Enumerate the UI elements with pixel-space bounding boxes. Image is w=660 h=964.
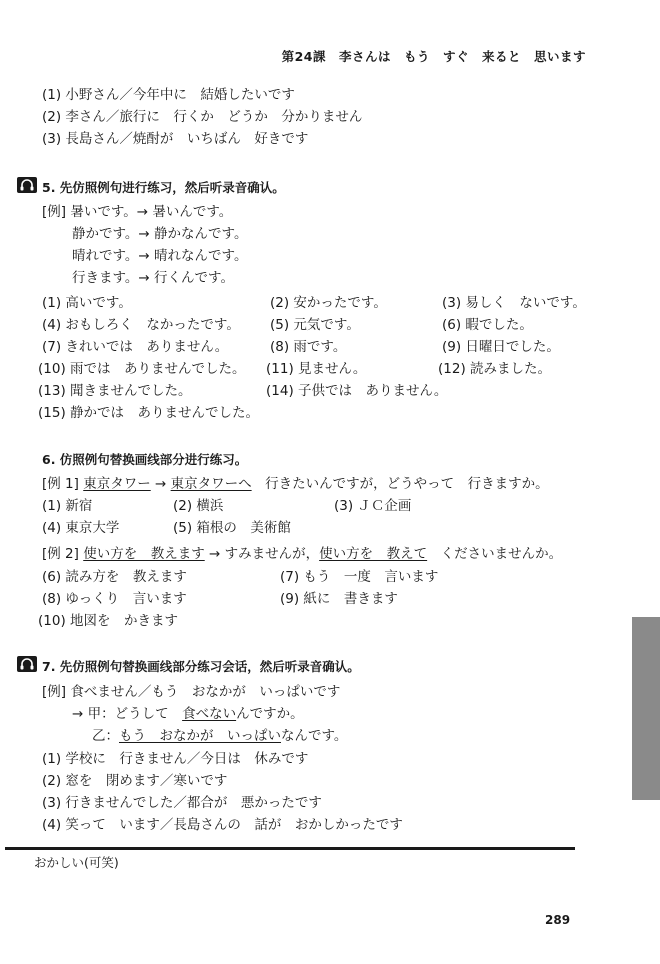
section-7-title: 7. 先仿照例句替换画线部分练习会话，然后听录音确认。 xyxy=(42,659,360,674)
footnote: おかしい(可笑) xyxy=(34,855,119,870)
list-item: (5) 元気です。 xyxy=(270,317,360,333)
chapter-side-tab xyxy=(632,617,660,800)
list-item: (2) 窓を 閉めます／寒いです xyxy=(42,773,228,789)
list-item: (7) きれいでは ありません。 xyxy=(42,339,229,355)
list-item: (6) 読み方を 教えます xyxy=(42,569,187,585)
list-item: (14) 子供では ありません。 xyxy=(266,383,448,399)
footnote-divider xyxy=(5,847,575,850)
underlined-phrase: 使い方を 教えて xyxy=(319,546,428,562)
list-item: (8) 雨です。 xyxy=(270,339,347,355)
list-item: (3) ＪＣ企画 xyxy=(334,498,412,514)
list-item: (3) 長島さん／焼酎が いちばん 好きです xyxy=(42,131,309,147)
example-line: 行きます。→ 行くんです。 xyxy=(72,270,234,286)
list-item: (1) 高いです。 xyxy=(42,295,132,311)
list-item: (10) 雨では ありませんでした。 xyxy=(38,361,246,377)
example-line: 晴れです。→ 晴れなんです。 xyxy=(72,248,248,264)
chapter-header: 第24課 李さんは もう すぐ 来ると 思います xyxy=(281,49,586,64)
example-label: [例 1] xyxy=(42,476,84,492)
list-item: (3) 行きませんでした／都合が 悪かったです xyxy=(42,795,322,811)
headphone-icon xyxy=(17,177,37,193)
list-item: (3) 易しく ないです。 xyxy=(442,295,586,311)
section-5-title: 5. 先仿照例句进行练习，然后听录音确认。 xyxy=(42,180,285,195)
headphone-icon xyxy=(17,656,37,672)
list-item: (1) 学校に 行きません／今日は 休みです xyxy=(42,751,309,767)
list-item: (4) 東京大学 xyxy=(42,520,120,536)
list-item: (4) おもしろく なかったです。 xyxy=(42,317,240,333)
list-item: (6) 暇でした。 xyxy=(442,317,533,333)
section-6-title: 6. 仿照例句替换画线部分进行练习。 xyxy=(42,452,248,467)
list-item: (5) 箱根の 美術館 xyxy=(173,520,291,536)
arrow-text: → すみませんが， xyxy=(204,546,320,562)
underlined-phrase: 食べない xyxy=(182,706,237,722)
arrow-text: → xyxy=(150,476,171,492)
example-1-line xyxy=(42,475,549,493)
list-item: (9) 紙に 書きます xyxy=(280,591,398,607)
list-item: (15) 静かでは ありませんでした。 xyxy=(38,405,260,421)
list-item: (1) 新宿 xyxy=(42,498,93,514)
list-item: (11) 見ません。 xyxy=(266,361,367,377)
example-line: [例] 暑いです。→ 暑いんです。 xyxy=(42,204,233,220)
underlined-phrase: 東京タワー xyxy=(83,476,151,492)
example-label: [例 2] xyxy=(42,546,84,562)
page-number: 289 xyxy=(545,913,571,927)
example-2-line xyxy=(42,545,562,563)
underlined-phrase: 使い方を 教えます xyxy=(83,546,205,562)
sentence-rest: なんです。 xyxy=(281,728,348,744)
dialogue-line-jia xyxy=(72,705,304,723)
underlined-phrase: もう おなかが いっぱい xyxy=(119,728,281,744)
example-line: 静かです。→ 静かなんです。 xyxy=(72,226,248,242)
list-item: (9) 日曜日でした。 xyxy=(442,339,560,355)
list-item: (4) 笑って います／長島さんの 話が おかしかったです xyxy=(42,817,403,833)
dialogue-prefix: → 甲：どうして xyxy=(72,706,183,722)
dialogue-prefix: 乙： xyxy=(92,728,119,744)
sentence-rest: 行きたいんですが，どうやって 行きますか。 xyxy=(251,476,549,492)
list-item: (8) ゆっくり 言います xyxy=(42,591,187,607)
sentence-rest: くださいませんか。 xyxy=(427,546,563,562)
list-item: (2) 李さん／旅行に 行くか どうか 分かりません xyxy=(42,109,363,125)
list-item: (13) 聞きませんでした。 xyxy=(38,383,192,399)
list-item: (7) もう 一度 言います xyxy=(280,569,439,585)
sentence-rest: んですか。 xyxy=(236,706,304,722)
list-item: (1) 小野さん／今年中に 結婚したいです xyxy=(42,87,295,103)
list-item: (2) 安かったです。 xyxy=(270,295,387,311)
list-item: (12) 読みました。 xyxy=(438,361,552,377)
list-item: (10) 地図を かきます xyxy=(38,613,179,629)
dialogue-line-yi xyxy=(92,727,347,745)
list-item: (2) 横浜 xyxy=(173,498,224,514)
example-line: [例] 食べません／もう おなかが いっぱいです xyxy=(42,684,341,700)
underlined-phrase: 東京タワーへ xyxy=(170,476,252,492)
